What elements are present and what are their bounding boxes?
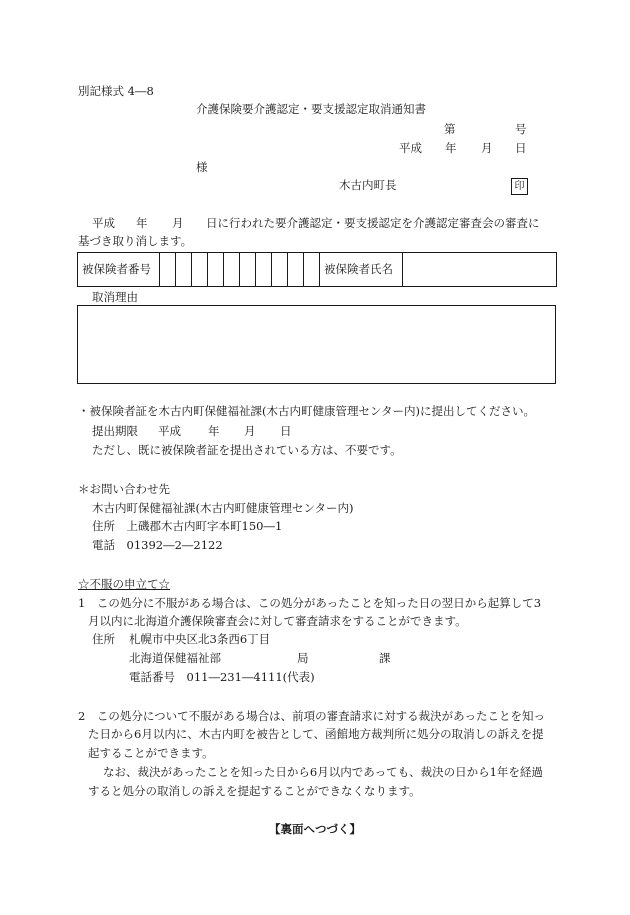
body-line1: 日に行われた要介護認定・要支援認定を介護認定審査会の審査に — [206, 216, 540, 230]
insured-number-digit[interactable] — [304, 253, 320, 287]
appeal-item1-line1: 1 この処分に不服がある場合は、この処分があったことを知った日の翌日から起算して3 — [78, 596, 542, 610]
number-go: 号 — [515, 122, 527, 136]
insured-number-digit[interactable] — [272, 253, 288, 287]
date-era: 平成 — [399, 141, 422, 155]
recipient-sama: 様 — [196, 160, 208, 174]
body-era: 平成 — [92, 216, 115, 230]
appeal-item2-line2: た日から6月以内に、木古内町を被告として、函館地方裁判所に処分の取消しの訴えを提 — [88, 727, 544, 741]
date-day: 日 — [515, 141, 527, 155]
submit-note: ただし、既に被保険者証を提出されている方は、不要です。 — [92, 443, 402, 457]
insured-number-digit[interactable] — [224, 253, 240, 287]
insured-number-digit[interactable] — [176, 253, 192, 287]
contact-heading: ＊お問い合わせ先 — [78, 482, 170, 496]
appeal-tel: 電話番号 011―231―4111(代表) — [129, 670, 315, 684]
body-year: 年 — [136, 216, 148, 230]
insured-number-digit[interactable] — [256, 253, 272, 287]
deadline-month: 月 — [244, 424, 256, 438]
insured-number-digit[interactable] — [160, 253, 176, 287]
insured-table — [77, 252, 557, 287]
reason-box[interactable] — [77, 305, 556, 384]
appeal-heading: ☆不服の申立て☆ — [78, 577, 170, 591]
appeal-dept-ka: 課 — [379, 651, 391, 665]
deadline-year: 年 — [208, 424, 220, 438]
insured-number-digit[interactable] — [208, 253, 224, 287]
appeal-item2-line5: すると処分の取消しの訴えを提起することができなくなります。 — [88, 784, 421, 798]
appeal-item2-line1: 2 この処分について不服がある場合は、前項の審査請求に対する裁決があったことを知っ — [78, 709, 545, 723]
appeal-address-label: 住所 — [92, 632, 115, 646]
body-month: 月 — [172, 216, 184, 230]
deadline-label: 提出期限 — [92, 424, 138, 438]
date-month: 月 — [481, 141, 493, 155]
contact-address: 住所 上磯郡木古内町字本町150―1 — [92, 519, 283, 533]
insured-number-label: 被保険者番号 — [78, 253, 160, 287]
appeal-item2-line4: なお、裁決があったことを知った日から6月以内であっても、裁決の日から1年を経過 — [103, 765, 543, 779]
date-year: 年 — [445, 141, 457, 155]
appeal-dept: 北海道保健福祉部 — [129, 651, 221, 665]
body-line2: 基づき取り消します。 — [78, 234, 193, 248]
document-title: 介護保険要介護認定・要支援認定取消通知書 — [196, 102, 426, 116]
insured-number-digit[interactable] — [288, 253, 304, 287]
form-number: 別記様式 4―8 — [78, 84, 154, 98]
insured-name-label: 被保険者氏名 — [320, 253, 403, 287]
submit-instruction: ・被保険者証を木古内町保健福祉課(木古内町健康管理センター内)に提出してください。 — [78, 404, 536, 418]
insured-name-field[interactable] — [403, 253, 557, 287]
number-dai: 第 — [444, 122, 456, 136]
seal-mark: 印 — [511, 178, 528, 195]
deadline-day: 日 — [280, 424, 292, 438]
appeal-dept-kyoku: 局 — [297, 651, 309, 665]
continue-note: 【裏面へつづく】 — [269, 822, 361, 836]
appeal-address: 札幌市中央区北3条西6丁目 — [129, 632, 271, 646]
insured-number-digit[interactable] — [192, 253, 208, 287]
appeal-item2-line3: 起することができます。 — [88, 746, 214, 760]
contact-office: 木古内町保健福祉課(木古内町健康管理センター内) — [92, 501, 354, 515]
deadline-era: 平成 — [158, 424, 181, 438]
appeal-item1-line2: 月以内に北海道介護保険審査会に対して審査請求をすることができます。 — [88, 614, 467, 628]
issuer-name: 木古内町長 — [339, 178, 397, 192]
reason-label: 取消理由 — [92, 290, 138, 304]
contact-phone: 電話 01392―2―2122 — [92, 538, 223, 552]
insured-number-digit[interactable] — [240, 253, 256, 287]
